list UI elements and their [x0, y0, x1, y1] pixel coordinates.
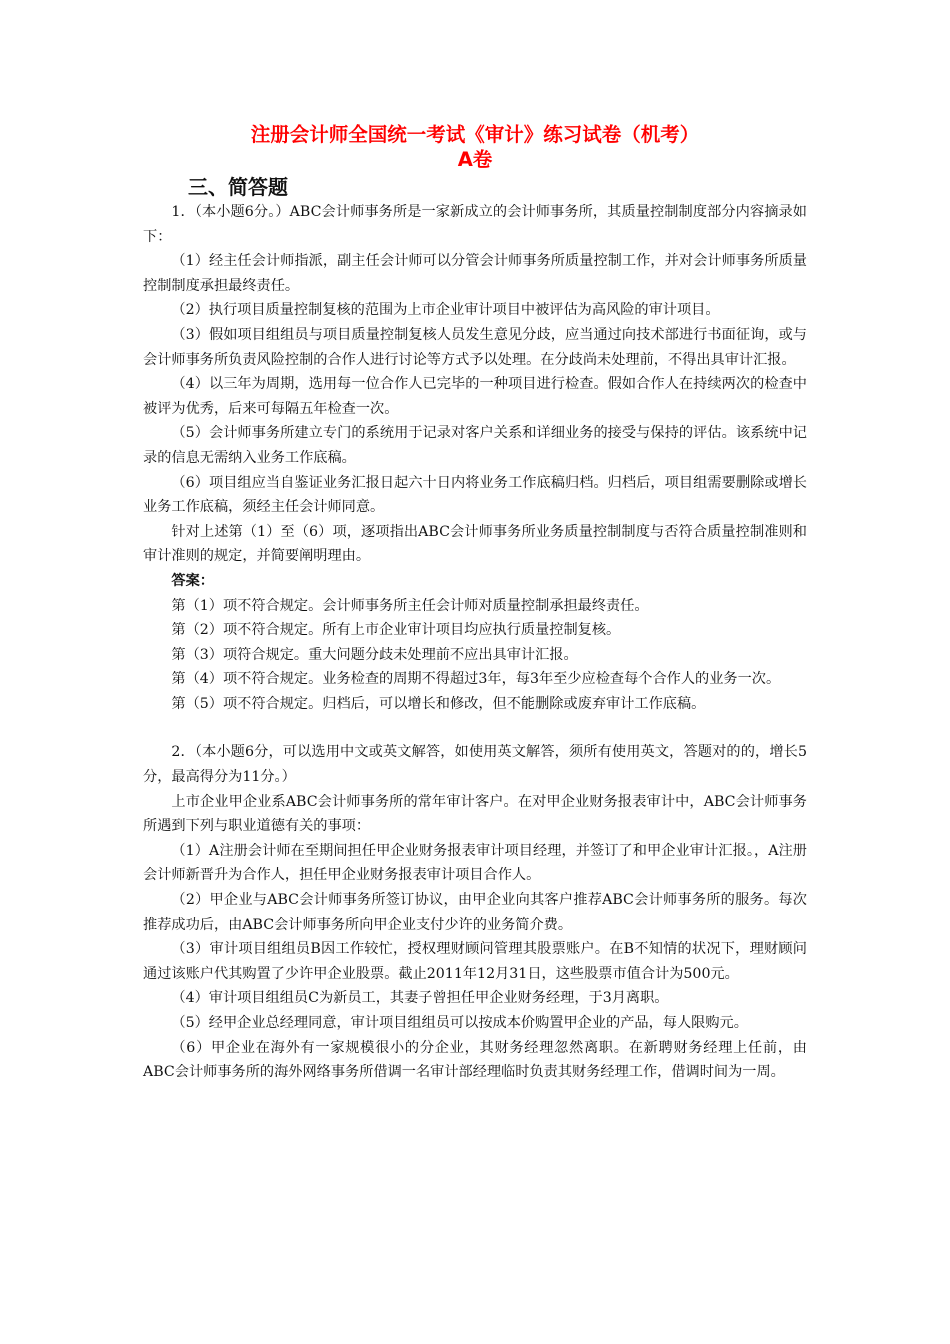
- answer-item: 第（5）项不符合规定。归档后，可以增长和修改，但不能删除或废弃审计工作底稿。: [171, 695, 706, 712]
- question-2-item: （3）审计项目组组员B因工作较忙，授权理财顾问管理其股票账户。在B不知情的状况下，理财顾问通过该账户代其购置了少许甲企业股票。截止2011年12月31日，这些股票市值合计为500元。: [143, 941, 807, 982]
- spacer: [143, 716, 807, 740]
- question-2-context: 上市企业甲企业系ABC会计师事务所的常年审计客户。在对甲企业财务报表审计中，ABC会计师事务所遇到下列与职业道德有关的事项：: [143, 793, 807, 835]
- question-1-intro: 1．（本小题6分。）ABC会计师事务所是一家新成立的会计师事务所，其质量控制制度部分内容摘录如下：: [143, 204, 807, 245]
- question-1-item: （3）假如项目组组员与项目质量控制复核人员发生意见分歧，应当通过向技术部进行书面征询，或与会计师事务所负责风险控制的合作人进行讨论等方式予以处理。在分歧尚未处理前，不得出具审计汇报。: [143, 326, 807, 368]
- question-1-item: （1）经主任会计师指派，副主任会计师可以分管会计师事务所质量控制工作，并对会计师事务所质量控制制度承担最终责任。: [143, 253, 807, 294]
- document-body: [143, 200, 807, 1085]
- section-heading: 三、简答题: [188, 175, 288, 199]
- question-2-intro: 2．（本小题6分，可以选用中文或英文解答，如使用英文解答，须所有使用英文，答题对的的，增长5分，最高得分为11分。）: [143, 744, 807, 786]
- question-2-item: （1）A注册会计师在至期间担任甲企业财务报表审计项目经理，并签订了和甲企业审计汇报。，A注册会计师新晋升为合作人，担任甲企业财务报表审计项目合作人。: [143, 842, 807, 884]
- question-2-item: （5）经甲企业总经理同意，审计项目组组员可以按成本价购置甲企业的产品，每人限购元。: [171, 1015, 748, 1031]
- question-1-item: （5）会计师事务所建立专门的系统用于记录对客户关系和详细业务的接受与保持的评估。该系统中记录的信息无需纳入业务工作底稿。: [143, 425, 807, 466]
- answer-label: 答案：: [171, 572, 214, 589]
- answer-item: 第（4）项不符合规定。业务检查的周期不得超过3年，每3年至少应检查每个合作人的业务一次。: [171, 671, 781, 688]
- question-2-item: （6）甲企业在海外有一家规模很小的分企业，其财务经理忽然离职。在新聘财务经理上任前，由ABC会计师事务所的海外网络事务所借调一名审计部经理临时负责其财务经理工作，借调时间为一周。: [143, 1039, 807, 1081]
- question-1-requirement: 针对上述第（1）至（6）项，逐项指出ABC会计师事务所业务质量控制制度与否符合质量控制准则和审计准则的规定，并简要阐明理由。: [143, 523, 807, 565]
- answer-item: 第（2）项不符合规定。所有上市企业审计项目均应执行质量控制复核。: [171, 622, 621, 639]
- question-1-item: （4）以三年为周期，选用每一位合作人已完毕的一种项目进行检查。假如合作人在持续两次的检查中被评为优秀，后来可每隔五年检查一次。: [143, 376, 807, 417]
- document-subtitle: A卷: [457, 148, 493, 171]
- question-1-item: （2）执行项目质量控制复核的范围为上市企业审计项目中被评估为高风险的审计项目。: [171, 302, 720, 319]
- answer-item: 第（1）项不符合规定。会计师事务所主任会计师对质量控制承担最终责任。: [171, 597, 649, 614]
- document-title: 注册会计师全国统一考试《审计》练习试卷（机考）: [250, 123, 700, 146]
- question-1-item: （6）项目组应当自鉴证业务汇报日起六十日内将业务工作底稿归档。归档后，项目组需要删除或增长业务工作底稿，须经主任会计师同意。: [143, 474, 807, 516]
- question-2-item: （2）甲企业与ABC会计师事务所签订协议，由甲企业向其客户推荐ABC会计师事务所的服务。每次推荐成功后，由ABC会计师事务所向甲企业支付少许的业务简介费。: [143, 892, 807, 933]
- question-2-item: （4）审计项目组组员C为新员工，其妻子曾担任甲企业财务经理，于3月离职。: [171, 990, 669, 1007]
- answer-item: 第（3）项符合规定。重大问题分歧未处理前不应出具审计汇报。: [171, 646, 578, 663]
